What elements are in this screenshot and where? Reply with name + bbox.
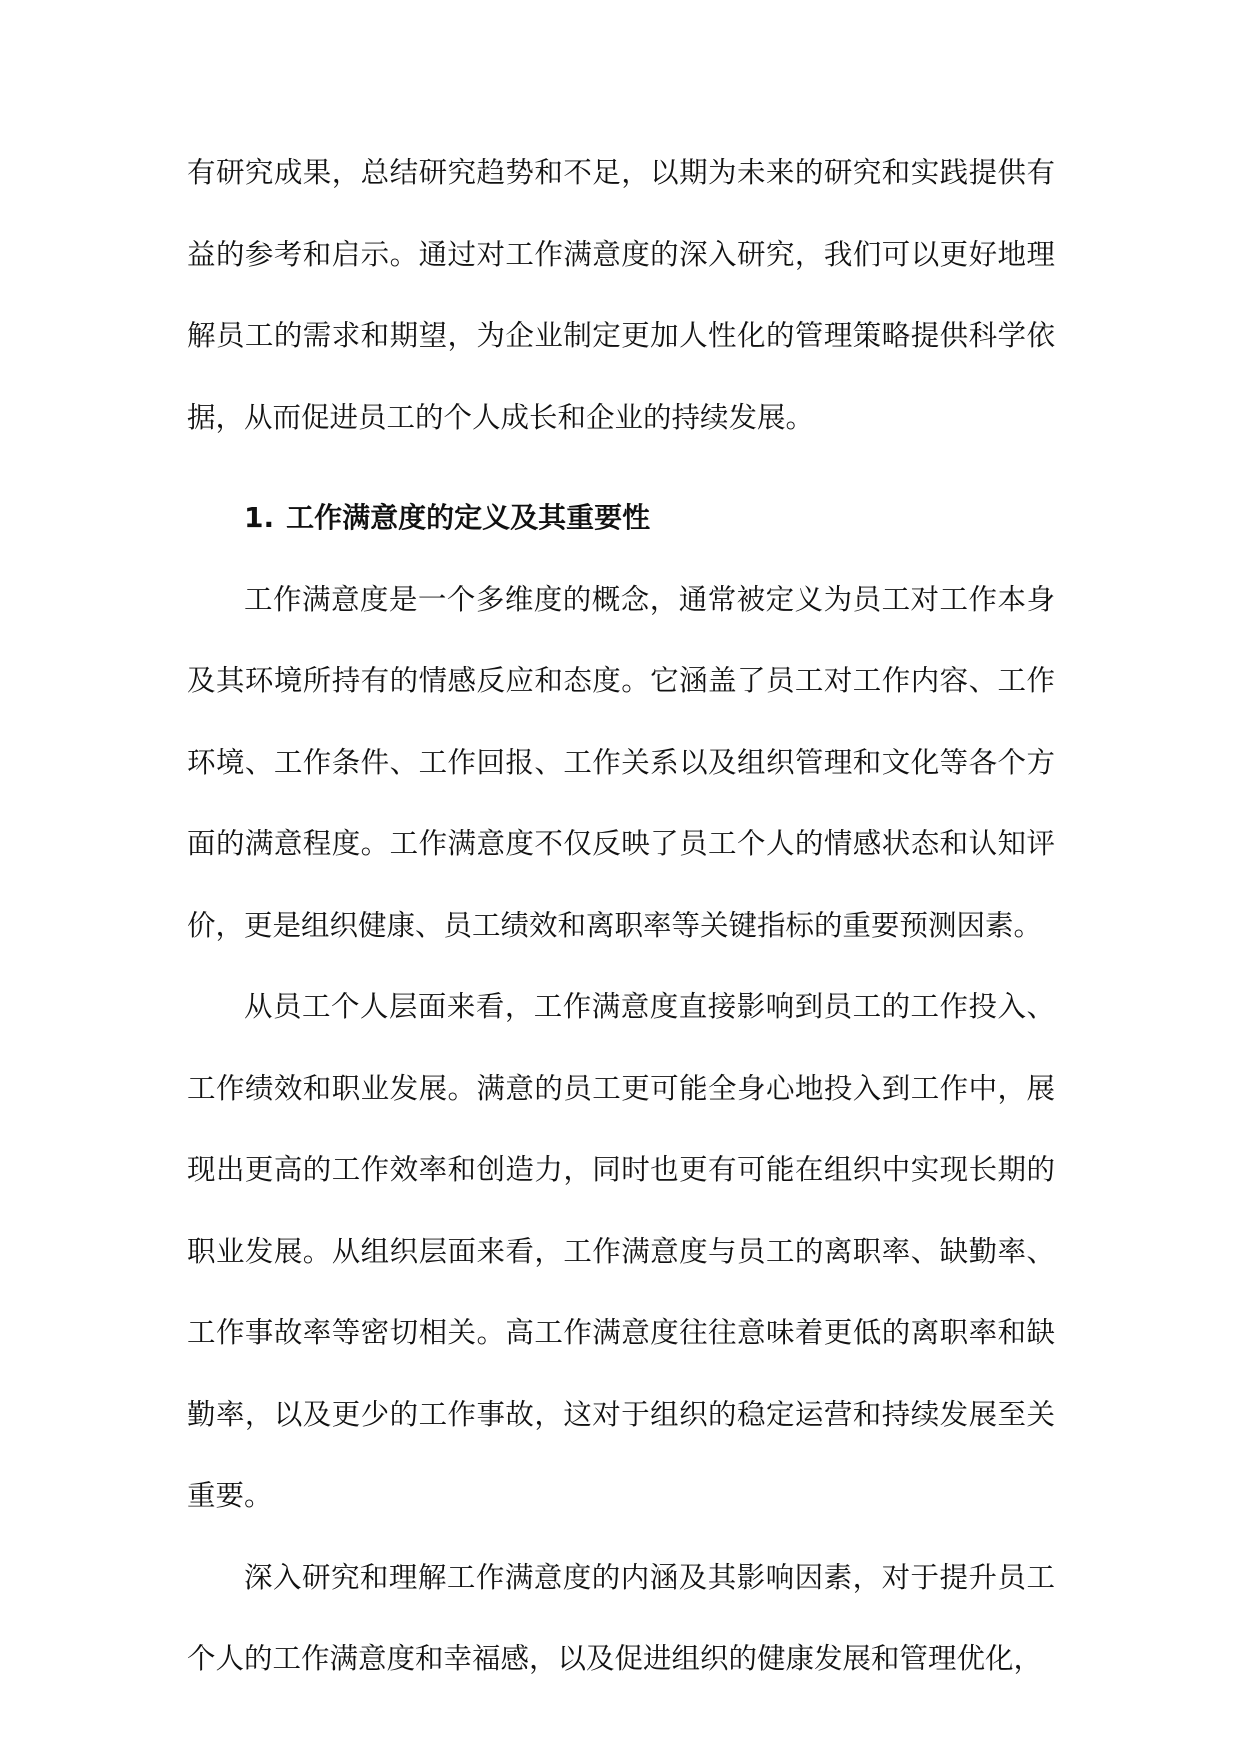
paragraph-importance: 从员工个人层面来看，工作满意度直接影响到员工的工作投入、工作绩效和职业发展。满意的员工更可能全身心地投入到工作中，展现出更高的工作效率和创造力，同时也更有可能在组织中实现长期的职业发展。从组织层面来看，工作满意度与员工的离职率、缺勤率、工作事故率等密切相关。高工作满意度往往意味着更低的离职率和缺勤率，以及更少的工作事故，这对于组织的稳定运营和持续发展至关重要。 — [187, 990, 1055, 1512]
section-number: 1. — [244, 501, 275, 534]
section-heading — [187, 477, 1055, 559]
document-body — [187, 132, 1055, 1700]
paragraph-research-significance: 深入研究和理解工作满意度的内涵及其影响因素，对于提升员工个人的工作满意度和幸福感，以及促进组织的健康发展和管理优化， — [187, 1560, 1055, 1675]
paragraph-definition: 工作满意度是一个多维度的概念，通常被定义为员工对工作本身及其环境所持有的情感反应和态度。它涵盖了员工对工作内容、工作环境、工作条件、工作回报、工作关系以及组织管理和文化等各个方面的满意程度。工作满意度不仅反映了员工个人的情感状态和认知评价，更是组织健康、员工绩效和离职率等关键指标的重要预测因素。 — [187, 582, 1055, 942]
section-title: 工作满意度的定义及其重要性 — [286, 501, 651, 534]
continued-paragraph: 有研究成果，总结研究趋势和不足，以期为未来的研究和实践提供有益的参考和启示。通过对工作满意度的深入研究，我们可以更好地理解员工的需求和期望，为企业制定更加人性化的管理策略提供科学依据，从而促进员工的个人成长和企业的持续发展。 — [187, 156, 1055, 434]
